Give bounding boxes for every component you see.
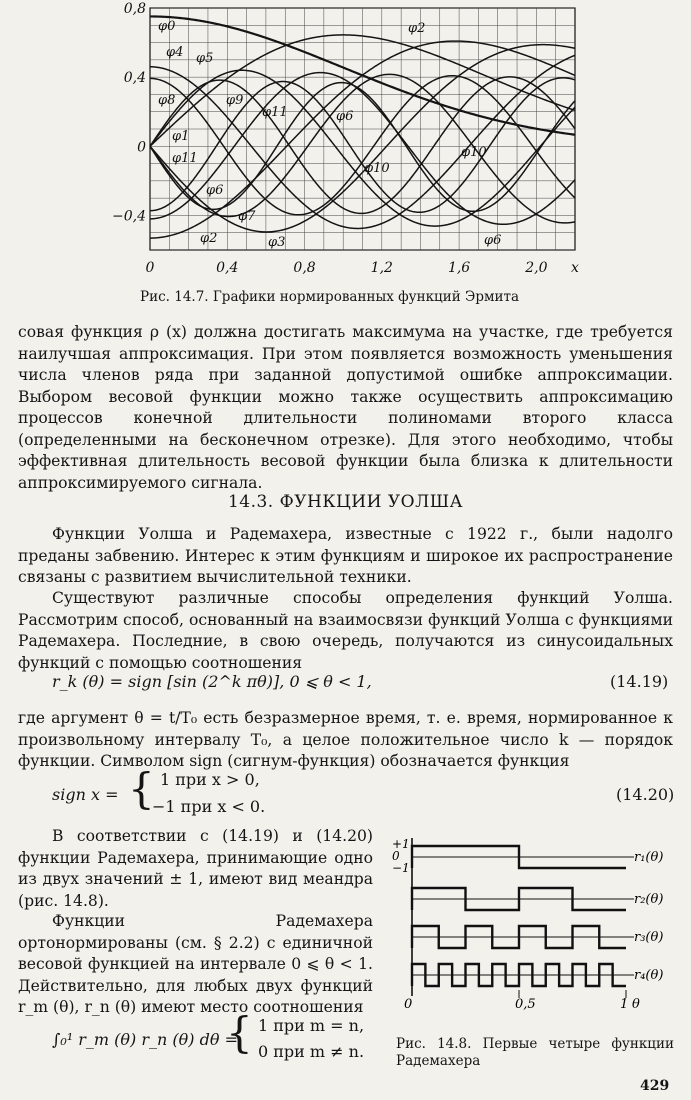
- row-label-r1: r₁(θ): [634, 850, 664, 865]
- x-tick-label: 0,5: [515, 997, 536, 1010]
- equation-14-20-lhs: sign x =: [52, 785, 119, 804]
- x-tick-label: 1,2: [370, 260, 393, 276]
- y-tick-label: 0,8: [123, 1, 146, 17]
- paragraph-4-text: где аргумент θ = t/T₀ есть безразмерное время, т. е. время, нормированное к произвольному интервалу T₀, а целое положительное число k — порядок функции. Символом sign (сигнум-функция) обозначается функция: [18, 709, 673, 770]
- x-tick-label: x: [571, 260, 579, 276]
- x-tick-label: 0,8: [293, 260, 316, 276]
- curve-label: φ8: [158, 93, 176, 108]
- x-tick-label: 0: [404, 997, 413, 1010]
- curve-label: φ10: [364, 161, 390, 176]
- curve-label: φ10: [461, 145, 487, 160]
- curve-label: φ11: [262, 105, 288, 120]
- paragraph-2-text: Функции Уолша и Радемахера, известные с 1922 г., были надолго преданы забвению. Интерес к этим функциям и широкое их распространение связаны с развитием вычислительной техники.: [18, 525, 673, 586]
- x-tick-label: 0: [145, 260, 155, 276]
- curve-label: φ9: [226, 93, 244, 108]
- curve-label: φ6: [206, 183, 224, 198]
- figure-caption-14-8: Рис. 14.8. Первые четыре функции Радемахера: [396, 1036, 674, 1069]
- rademacher-functions-chart: [388, 830, 688, 1010]
- section-heading: 14.3. ФУНКЦИИ УОЛША: [227, 492, 464, 512]
- paragraph-6: [18, 911, 373, 1019]
- row-label-r3: r₃(θ): [634, 930, 664, 945]
- equation-orthonormality-case2: 0 при m ≠ n.: [258, 1042, 365, 1061]
- paragraph-3: [18, 588, 673, 674]
- y-tick-label: 0,4: [123, 70, 146, 87]
- paragraph-2: [18, 524, 673, 589]
- row-label-r4: r₄(θ): [634, 968, 664, 983]
- curve-label: φ2: [200, 231, 218, 246]
- curve-label: φ5: [196, 51, 214, 66]
- page-number: 429: [640, 1078, 670, 1094]
- curve-label: φ4: [166, 45, 184, 60]
- level-label: +1: [392, 837, 410, 851]
- level-label: 0: [392, 849, 400, 863]
- curve-label: φ2: [408, 21, 426, 36]
- equation-14-20-case2: −1 при x < 0.: [152, 797, 266, 816]
- equation-orthonormality-case1: 1 при m = n,: [258, 1016, 365, 1035]
- curve-label: φ6: [484, 233, 502, 248]
- paragraph-5: [18, 826, 373, 912]
- brace-icon-2: {: [226, 1008, 253, 1057]
- brace-icon: {: [128, 764, 155, 813]
- figure-caption-14-7: Рис. 14.7. Графики нормированных функций Эрмита: [140, 289, 520, 305]
- paragraph-6-text: Функции Радемахера ортонормированы (см. § 2.2) с единичной весовой функцией на интервале 0 ⩽ θ < 1. Действительно, для любых двух функций r_m (θ), r_n (θ) имеют место соотношения: [18, 912, 373, 1016]
- curve-label: φ11: [172, 151, 198, 166]
- equation-number-14-19: (14.19): [610, 672, 669, 691]
- paragraph-1: [18, 322, 673, 494]
- x-tick-label: 1: [620, 997, 629, 1010]
- equation-number-14-20: (14.20): [616, 785, 675, 804]
- paragraph-4: [18, 708, 673, 773]
- hermite-functions-chart: [110, 0, 580, 282]
- curve-label: φ7: [238, 209, 256, 224]
- y-tick-label: 0: [137, 139, 146, 156]
- paragraph-3-text: Существуют различные способы определения функций Уолша. Рассмотрим способ, основанный на взаимосвязи функций Уолша с функциями Радемахера. Последние, в свою очередь, получаются из синусоидальных функций с помощью соотношения: [18, 589, 673, 672]
- x-tick-label: 1,6: [447, 260, 471, 276]
- paragraph-1-text: совая функция ρ (x) должна достигать максимума на участке, где требуется наилучшая аппроксимация. При этом появляется возможность уменьшения числа членов ряда при заданной допустимой ошибке аппроксимации. Выбором весовой функции можно также осуществить аппроксимацию процессов конечной длительности полиномами второго класса (определенными на бесконечном отрезке). Для этого необходимо, чтобы эффективная длительность весовой функции была близка к длительности аппроксимируемого сигнала.: [18, 323, 673, 492]
- equation-14-20-case1: 1 при x > 0,: [160, 770, 260, 789]
- rademacher-waves: [412, 838, 634, 998]
- equation-orthonormality: ∫₀¹ r_m (θ) r_n (θ) dθ =: [52, 1030, 238, 1049]
- curve-label: φ1: [172, 129, 190, 144]
- y-tick-label: −0,4: [112, 208, 146, 225]
- paragraph-5-text: В соответствии с (14.19) и (14.20) функции Радемахера, принимающие одно из двух значений ± 1, имеют вид меандра (рис. 14.8).: [18, 827, 373, 910]
- curve-label: φ6: [336, 109, 354, 124]
- equation-14-19: r_k (θ) = sign [sin (2^k πθ)], 0 ⩽ θ < 1,: [52, 672, 372, 691]
- curve-label: φ3: [268, 235, 286, 250]
- level-label: −1: [392, 861, 410, 875]
- row-label-r2: r₂(θ): [634, 892, 664, 907]
- x-tick-label: θ: [632, 997, 640, 1010]
- x-tick-label: 0,4: [216, 260, 239, 276]
- rademacher-labels: [392, 837, 663, 1010]
- curve-label: φ0: [158, 19, 176, 34]
- x-tick-label: 2,0: [525, 260, 548, 276]
